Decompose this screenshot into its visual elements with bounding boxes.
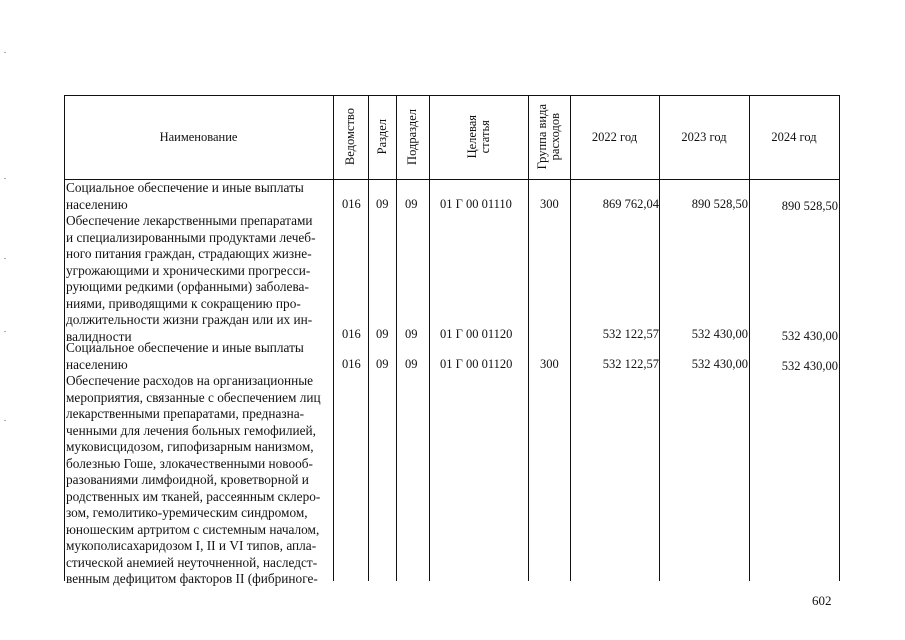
cell-razdel: 09: [376, 357, 389, 371]
row-name: Социальное обеспечение и иные выплаты населению: [66, 180, 304, 212]
row-name: Обеспечение лекарственными препаратами и специализированными продуктами лечеб- ного питания граждан, страдающих жизне- угрожающими и хроническими прогресси- рующими редкими (орфанными) заболева- ниями, приводящими к сокращению про- должительности жизни граждан или их ин- валидности: [66, 213, 316, 344]
header-celevaya-statya: Целевая статья: [464, 115, 492, 159]
cell-2023: 532 430,00: [691, 357, 748, 371]
cell-2023: 890 528,50: [691, 197, 748, 211]
header-gruppa-vida: Группа вида расходов: [535, 104, 562, 170]
scan-mark: [4, 178, 6, 179]
header-name: Наименование: [159, 130, 238, 144]
cell-podrazdel: 09: [405, 357, 418, 371]
cell-2022: 532 122,57: [602, 327, 659, 341]
cell-celevaya-statya: 01 Г 00 01110: [440, 197, 512, 211]
scan-mark: [4, 258, 6, 259]
cell-gruppa-vida: 300: [540, 357, 559, 371]
row-name: Обеспечение расходов на организационные мероприятия, связанные с обеспечением лиц лекарственными препаратами, предназна- ченными для лечения больных гемофилией, муковисцидозом, гипофизарным нанизмом, болезнью Гоше, злокачественными новооб- разованиями лимфоидной, кроветворной и родственных им тканей, рассеянным склеро- зом, гемолитико-уремическим синдромом, юношеским артритом с системным началом, мукополисахаридозом I, II и VI типов, апла- стической анемией неуточненной, наследст- венным дефицитом факторов II (фибриноге-: [66, 373, 321, 586]
cell-podrazdel: 09: [405, 327, 418, 341]
header-podrazdel: Подраздел: [405, 109, 419, 165]
cell-razdel: 09: [376, 197, 389, 211]
cell-2023: 532 430,00: [691, 327, 748, 341]
scan-mark: [4, 52, 6, 53]
cell-vedomstvo: 016: [342, 327, 361, 341]
cell-vedomstvo: 016: [342, 357, 361, 371]
cell-razdel: 09: [376, 327, 389, 341]
header-2024: 2024 год: [771, 130, 817, 144]
cell-2024: 532 430,00: [781, 359, 838, 373]
cell-2024: 890 528,50: [781, 199, 838, 213]
cell-podrazdel: 09: [405, 197, 418, 211]
cell-celevaya-statya: 01 Г 00 01120: [440, 327, 513, 341]
scan-mark: [4, 331, 6, 332]
page-number: 602: [812, 593, 832, 608]
cell-vedomstvo: 016: [342, 197, 361, 211]
cell-gruppa-vida: 300: [540, 197, 559, 211]
cell-2022: 532 122,57: [602, 357, 659, 371]
scan-mark: [4, 420, 6, 421]
cell-2024: 532 430,00: [781, 329, 838, 343]
cell-2022: 869 762,04: [602, 197, 659, 211]
header-2022: 2022 год: [591, 130, 638, 144]
header-razdel: Раздел: [374, 119, 389, 155]
header-vedomstvo: Ведомство: [343, 108, 357, 166]
header-2023: 2023 год: [681, 130, 727, 144]
row-name: Социальное обеспечение и иные выплаты населению: [66, 340, 304, 372]
cell-celevaya-statya: 01 Г 00 01120: [440, 357, 513, 371]
